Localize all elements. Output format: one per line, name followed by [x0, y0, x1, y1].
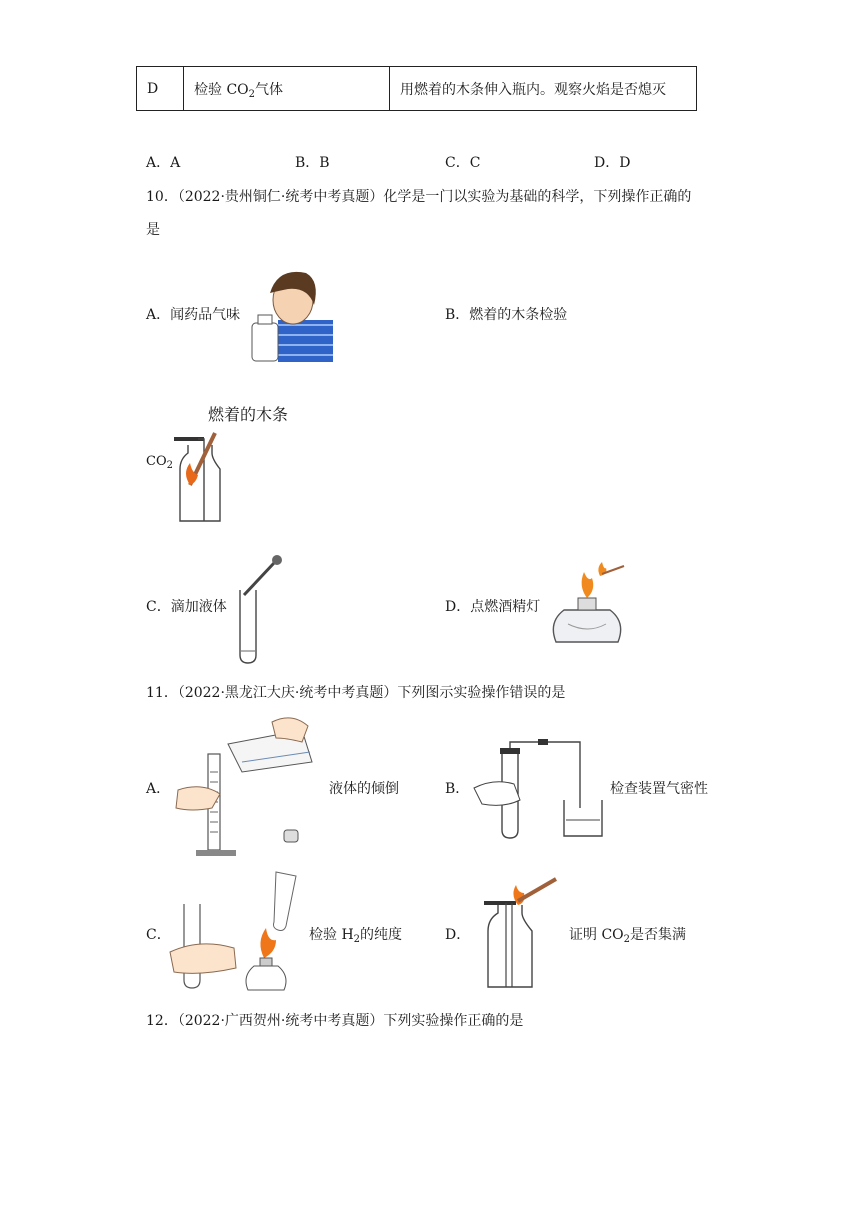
smelling-illustration [248, 265, 333, 362]
bottle-stopper [284, 830, 298, 842]
co2-full-illustration [480, 875, 560, 990]
q11-option-d-caption: 证明 $CO_2$是否集满 [569, 927, 687, 945]
inverted-test-tube [274, 872, 297, 931]
dropper-bulb [272, 555, 282, 565]
lamp-flame [582, 572, 594, 598]
table-row [137, 67, 697, 111]
dropper-illustration [230, 555, 290, 665]
q11-option-c-letter[interactable]: C． [146, 927, 171, 943]
q11-option-b-letter[interactable]: B． [445, 781, 470, 797]
options-table [136, 66, 697, 111]
q11-option-b-caption: 检查装置气密性 [610, 781, 708, 797]
reagent-bottle [252, 323, 278, 361]
q11-stem: 11．（2022·黑龙江大庆·统考中考真题）下列图示实验操作错误的是 [146, 685, 566, 701]
q10-option-c[interactable]: C．滴加液体 [146, 599, 227, 615]
delivery-tube [510, 742, 580, 808]
gas-bottle-illustration [170, 425, 230, 525]
wood-stick [518, 879, 556, 901]
q10-option-d[interactable]: D．点燃酒精灯 [445, 599, 541, 615]
row-method: 用燃着的木条伸入瓶内。观察火焰是否熄灭 [390, 67, 697, 111]
row-item: 检验 $CO_2$气体 [184, 67, 390, 111]
q11-option-c-caption: 检验 $H_2$的纯度 [309, 927, 403, 945]
q11-option-a-caption: 液体的倾倒 [329, 781, 399, 797]
row-letter: D [137, 67, 184, 111]
pouring-illustration [172, 712, 322, 862]
co2-label: $CO_2$ [146, 454, 173, 471]
hand-shape [170, 944, 236, 974]
airtightness-illustration [474, 738, 614, 838]
hydrogen-test-illustration [170, 872, 310, 997]
q9-option-c[interactable]: C．C [445, 155, 481, 171]
beaker [564, 800, 602, 836]
q10-option-a[interactable]: A．闻药品气味 [146, 307, 241, 323]
alcohol-lamp-illustration [548, 562, 628, 652]
q9-option-d[interactable]: D．D [594, 155, 631, 171]
lamp-flame [260, 928, 276, 958]
q10-stem-line2: 是 [146, 222, 160, 238]
q11-option-d-letter[interactable]: D． [445, 927, 471, 943]
q9-option-b[interactable]: B．B [295, 155, 330, 171]
q11-option-a-letter[interactable]: A． [146, 781, 171, 797]
q9-option-a[interactable]: A．A [146, 155, 181, 171]
burning-stick-label: 燃着的木条 [208, 405, 289, 424]
q12-stem: 12．（2022·广西贺州·统考中考真题）下列实验操作正确的是 [146, 1013, 524, 1029]
q10-stem-line1: 10．（2022·贵州铜仁·统考中考真题）化学是一门以实验为基础的科学，下列操作正确的 [146, 189, 692, 205]
q10-option-b[interactable]: B．燃着的木条检验 [445, 307, 568, 323]
dropper-tube [244, 563, 274, 595]
hand-shape [474, 782, 520, 806]
